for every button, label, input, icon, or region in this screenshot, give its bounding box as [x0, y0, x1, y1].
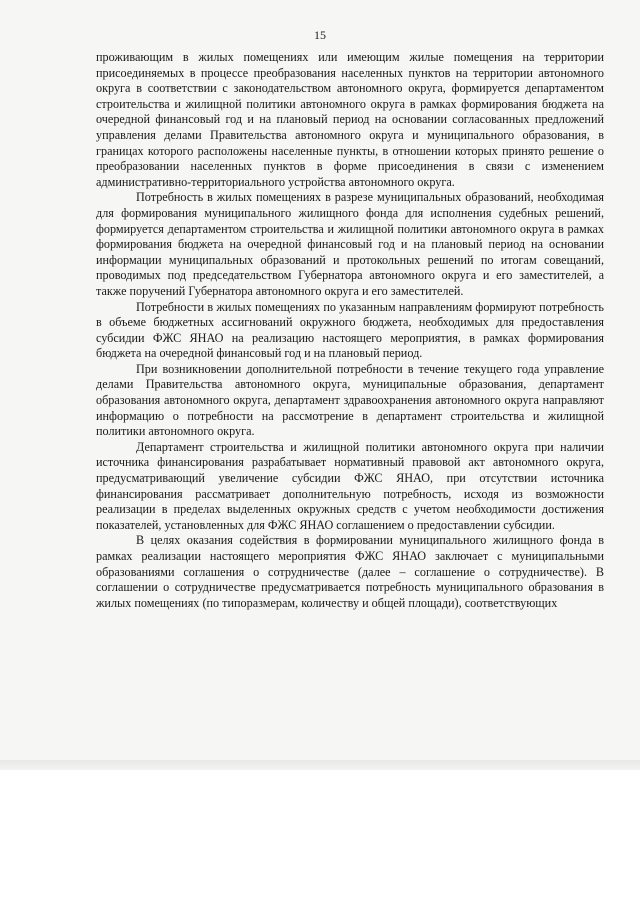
- paragraph-3: Потребности в жилых помещениях по указанным направлениям формируют потребность в объеме бюджетных ассигнований окружного бюджета, необходимых для предоставления субсидии ФЖС ЯНАО на реализацию настоящего мероприятия, в рамках формирования бюджета на очередной финансовый год и на плановый период.: [96, 299, 604, 361]
- paragraph-2: Потребность в жилых помещениях в разрезе муниципальных образований, необходимая для формирования муниципального жилищного фонда для исполнения судебных решений, формируется департаментом строительства и жилищной политики автономного округа в рамках формирования бюджета на очередной финансовый год и на плановый период на основании информации муниципальных образований и протокольных решений по итогам совещаний, проводимых под председательством Губернатора автономного округа и его заместителей, а также поручений Губернатора автономного округа и его заместителей.: [96, 190, 604, 298]
- paragraph-5: Департамент строительства и жилищной политики автономного округа при наличии источника финансирования разрабатывает нормативный правовой акт автономного округа, предусматривающий увеличение субсидии ФЖС ЯНАО, при отсутствии источника финансирования рассматривает дополнительную потребность, исходя из возможности реализации в пределах выделенных окружных средств с учетом необходимости достижения показателей, установленных для ФЖС ЯНАО соглашением о предоставлении субсидии.: [96, 439, 604, 532]
- paragraph-4: При возникновении дополнительной потребности в течение текущего года управление делами Правительства автономного округа, муниципальные образования, департамент образования автономного округа, департамент здравоохранения автономного округа направляют информацию о потребности на рассмотрение в департамент строительства и жилищной политики автономного округа.: [96, 361, 604, 439]
- page-number: 15: [314, 28, 326, 42]
- scan-bottom-edge: [0, 760, 640, 770]
- paragraph-6: В целях оказания содействия в формировании муниципального жилищного фонда в рамках реализации настоящего мероприятия ФЖС ЯНАО заключает с муниципальными образованиями соглашения о сотрудничестве (далее – соглашение о сотрудничестве). В соглашении о сотрудничестве предусматривается потребность муниципального образования в жилых помещениях (по типоразмерам, количеству и общей площади), соответствующих: [96, 533, 604, 610]
- document-body: [96, 50, 604, 611]
- paragraph-1: проживающим в жилых помещениях или имеющим жилые помещения на территории присоединяемых в процессе преобразования населенных пунктов на территории автономного округа в соответствии с законодательством автономного округа, формируется департаментом строительства и жилищной политики автономного округа в рамках формирования бюджета на очередной финансовый год и на плановый период на основании согласованных предложений управления делами Правительства автономного округа и муниципального образования, в границах которого расположены населенные пункты, в отношении которых принято решение о преобразовании населенных пунктов в форме присоединения в связи с изменением административно-территориального устройства автономного округа.: [96, 50, 604, 189]
